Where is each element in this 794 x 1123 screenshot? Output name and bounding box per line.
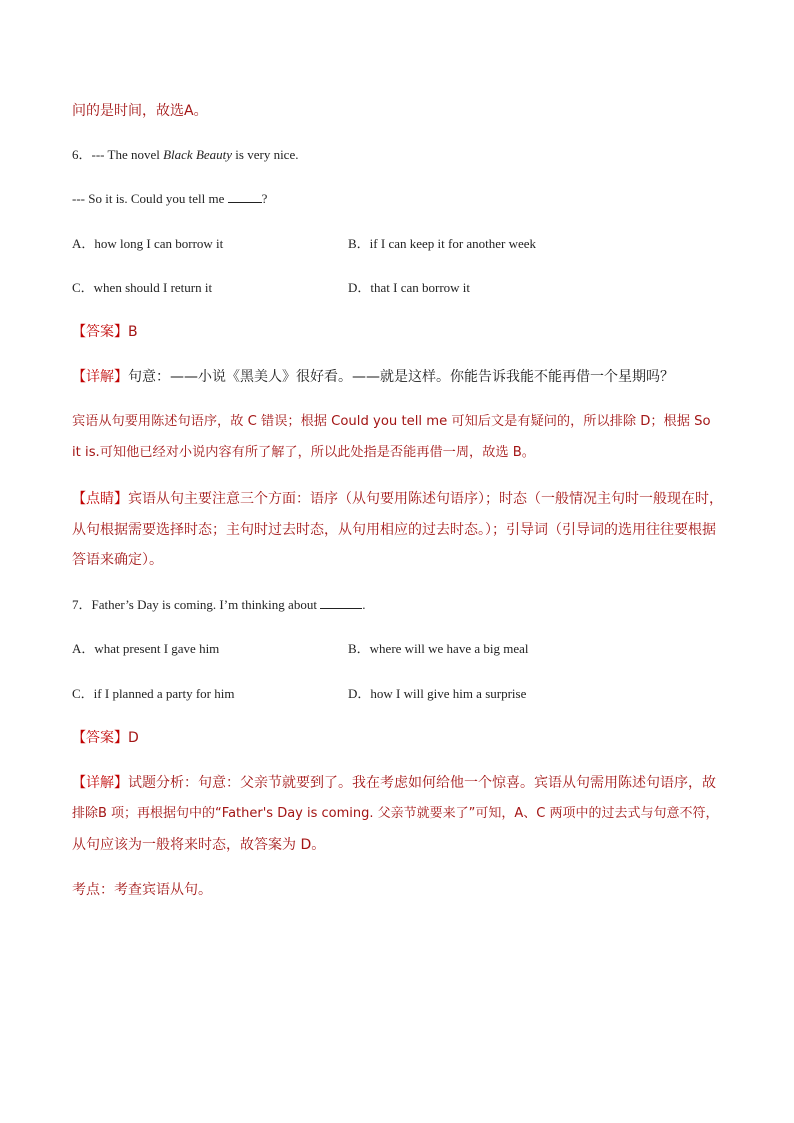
q6-option-a: A．how long I can borrow it: [72, 236, 224, 251]
q6-detail-line1: [72, 368, 674, 386]
intro-line: 问的是时间，故选A。: [72, 103, 208, 119]
q7-answer-label: 【答案】: [72, 730, 128, 746]
q7-detail-text1: 试题分析：句意：父亲节就要到了。我在考虑如何给他一个惊喜。宾语从句需用陈述句语序，故: [128, 775, 716, 791]
q6-stem: [72, 146, 298, 164]
q7-answer-value: D: [128, 730, 139, 746]
q6-tip-line2: 从句根据需要选择时态；主句时过去时态，从句用相应的过去时态。）；引导词（引导词的选用往往要根据: [72, 522, 716, 538]
q6-blank: [228, 190, 262, 203]
q7-stem-suffix: .: [362, 597, 366, 612]
q7-stem: [72, 596, 365, 614]
q7-option-d: D．how I will give him a surprise: [348, 686, 527, 701]
q7-kaodian: 考点：考查宾语从句。: [72, 882, 212, 898]
q6-line2-prefix: --- So it is. Could you tell me: [72, 191, 228, 206]
q6-tip-text1: 宾语从句主要注意三个方面：语序（从句要用陈述句语序）；时态（一般情况主句时一般现在时，: [128, 491, 723, 507]
q7-stem-text: 7．Father’s Day is coming. I’m thinking about: [72, 597, 321, 612]
q7-option-c: C．if I planned a party for him: [72, 686, 235, 701]
q6-option-b: B．if I can keep it for another week: [348, 236, 537, 251]
q6-line2-suffix: ?: [261, 191, 268, 206]
q6-answer-value: B: [128, 324, 138, 340]
q6-answer: [72, 323, 138, 341]
q6-line2: [72, 190, 267, 208]
q6-tip-line1: [72, 490, 723, 508]
q6-detail-label: 【详解】: [72, 369, 128, 385]
q6-stem-suffix: is very nice.: [232, 147, 299, 162]
q6-detail-line2: 宾语从句要用陈述句语序，故 C 错误；根据 Could you tell me 可知后文是有疑问的，所以排除 D；根据 So: [72, 414, 711, 429]
q7-detail-line3: 从句应该为一般将来时态，故答案为 D。: [72, 837, 326, 853]
q6-option-c: C．when should I return it: [72, 280, 213, 295]
q6-answer-label: 【答案】: [72, 324, 128, 340]
q7-option-b: B．where will we have a big meal: [348, 641, 529, 656]
q7-option-a: A．what present I gave him: [72, 641, 220, 656]
q7-blank: [320, 596, 362, 609]
q6-option-d: D．that I can borrow it: [348, 280, 471, 295]
q6-tip-line3: 答语来确定）。: [72, 552, 163, 568]
q6-tip-label: 【点睛】: [72, 491, 128, 507]
q6-detail-text1: 句意：——小说《黑美人》很好看。——就是这样。你能告诉我能不能再借一个星期吗？: [128, 369, 674, 385]
q7-answer: [72, 729, 139, 747]
q7-detail-label: 【详解】: [72, 775, 128, 791]
q6-stem-title: Black Beauty: [163, 147, 233, 162]
q6-stem-prefix: 6．--- The novel: [72, 147, 164, 162]
q7-detail-line1: [72, 774, 716, 792]
q7-detail-line2: 排除B 项；再根据句中的“Father's Day is coming. 父亲节就要来了”可知，A、C 两项中的过去式与句意不符，: [72, 806, 719, 821]
q6-detail-line3: it is.可知他已经对小说内容有所了解了，所以此处指是否能再借一周，故选 B。: [72, 445, 535, 460]
